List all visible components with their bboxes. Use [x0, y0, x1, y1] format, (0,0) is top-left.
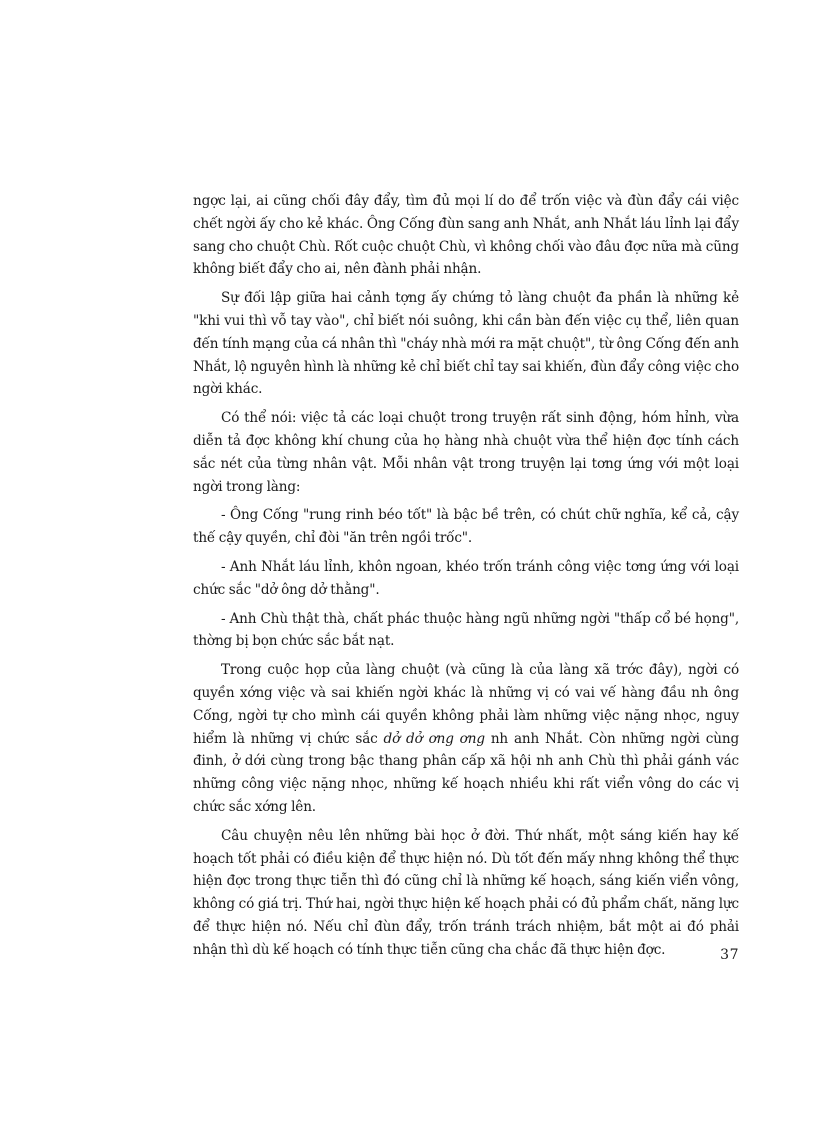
page-number: 37 [720, 947, 739, 963]
paragraph-8: Câu chuyện nêu lên những bài học ở đời. Thứ nhất, một sáng kiến hay kế hoạch tốt phải có điều kiện để thực hiện nó. Dù tốt đến mấy nhng không thể thực hiện đợc trong thực tiễn thì đó cũng chỉ là những kế hoạch, sáng kiến viển vông, không có giá trị. Thứ hai, ngời thực hiện kế hoạch phải có đủ phẩm chất, năng lực để thực hiện nó. Nếu chỉ đùn đẩy, trốn tránh trách nhiệm, bắt một ai đó phải nhận thì dù kế hoạch có tính thực tiễn cũng cha chắc đã thực hiện đợc. [193, 827, 739, 958]
paragraph-2: Sự đối lập giữa hai cảnh tợng ấy chứng tỏ làng chuột đa phần là những kẻ "khi vui thì vỗ tay vào", chỉ biết nói suông, khi cần bàn đến việc cụ thể, liên quan đến tính mạng của cá nhân thì "cháy nhà mới ra mặt chuột", từ ông Cống đến anh Nhắt, lộ nguyên hình là những kẻ chỉ biết chỉ tay sai khiến, đùn đẩy công việc cho ngời khác. [193, 290, 739, 398]
paragraph-7-part-1: Trong cuộc họp của làng chuột (và cũng là của làng xã trớc đây), ngời có quyền xớng việc và sai khiến ngời khác là những vị có vai vế hàng đầu nh ông Cống, ngời tự cho mình cái quyền không phải làm những việc nặng nhọc, nguy hiểm là những vị chức sắc [193, 662, 739, 747]
paragraph-6: - Anh Chù thật thà, chất phác thuộc hàng ngũ những ngời "thấp cổ bé họng", thờng bị bọn chức sắc bắt nạt. [193, 610, 739, 650]
paragraph-3: Có thể nói: việc tả các loại chuột trong truyện rất sinh động, hóm hỉnh, vừa diễn tả đợc không khí chung của họ hàng nhà chuột vừa thể hiện đợc tính cách sắc nét của từng nhân vật. Mỗi nhân vật trong truyện lại tơng ứng với một loại ngời trong làng: [193, 410, 739, 495]
paragraph-7-part-2: nh anh Nhắt. Còn những ngời cùng đinh, ở dới cùng trong bậc thang phân cấp xã hội nh anh Chù thì phải gánh vác những công việc nặng nhọc, những kế hoạch nhiều khi rất viển vông do các vị chức sắc xớng lên. [193, 730, 740, 815]
paragraph-1: ngợc lại, ai cũng chối đây đẩy, tìm đủ mọi lí do để trốn việc và đùn đẩy cái việc chết ngời ấy cho kẻ khác. Ông Cống đùn sang anh Nhắt, anh Nhắt láu lỉnh lại đẩy sang cho chuột Chù. Rốt cuộc chuột Chù, vì không chối vào đâu đợc nữa mà cũng không biết đẩy cho ai, nên đành phải nhận. [193, 193, 739, 278]
page-body [193, 190, 739, 968]
paragraph-7-italic: dở dở ơng ơng [383, 730, 485, 747]
paragraph-7 [193, 659, 739, 819]
paragraph-5: - Anh Nhắt láu lỉnh, khôn ngoan, khéo trốn tránh công việc tơng ứng với loại chức sắc "dở ông dở thằng". [193, 558, 739, 598]
paragraph-4: - Ông Cống "rung rinh béo tốt" là bậc bề trên, có chút chữ nghĩa, kể cả, cậy thế cậy quyền, chỉ đòi "ăn trên ngồi trốc". [193, 507, 739, 547]
